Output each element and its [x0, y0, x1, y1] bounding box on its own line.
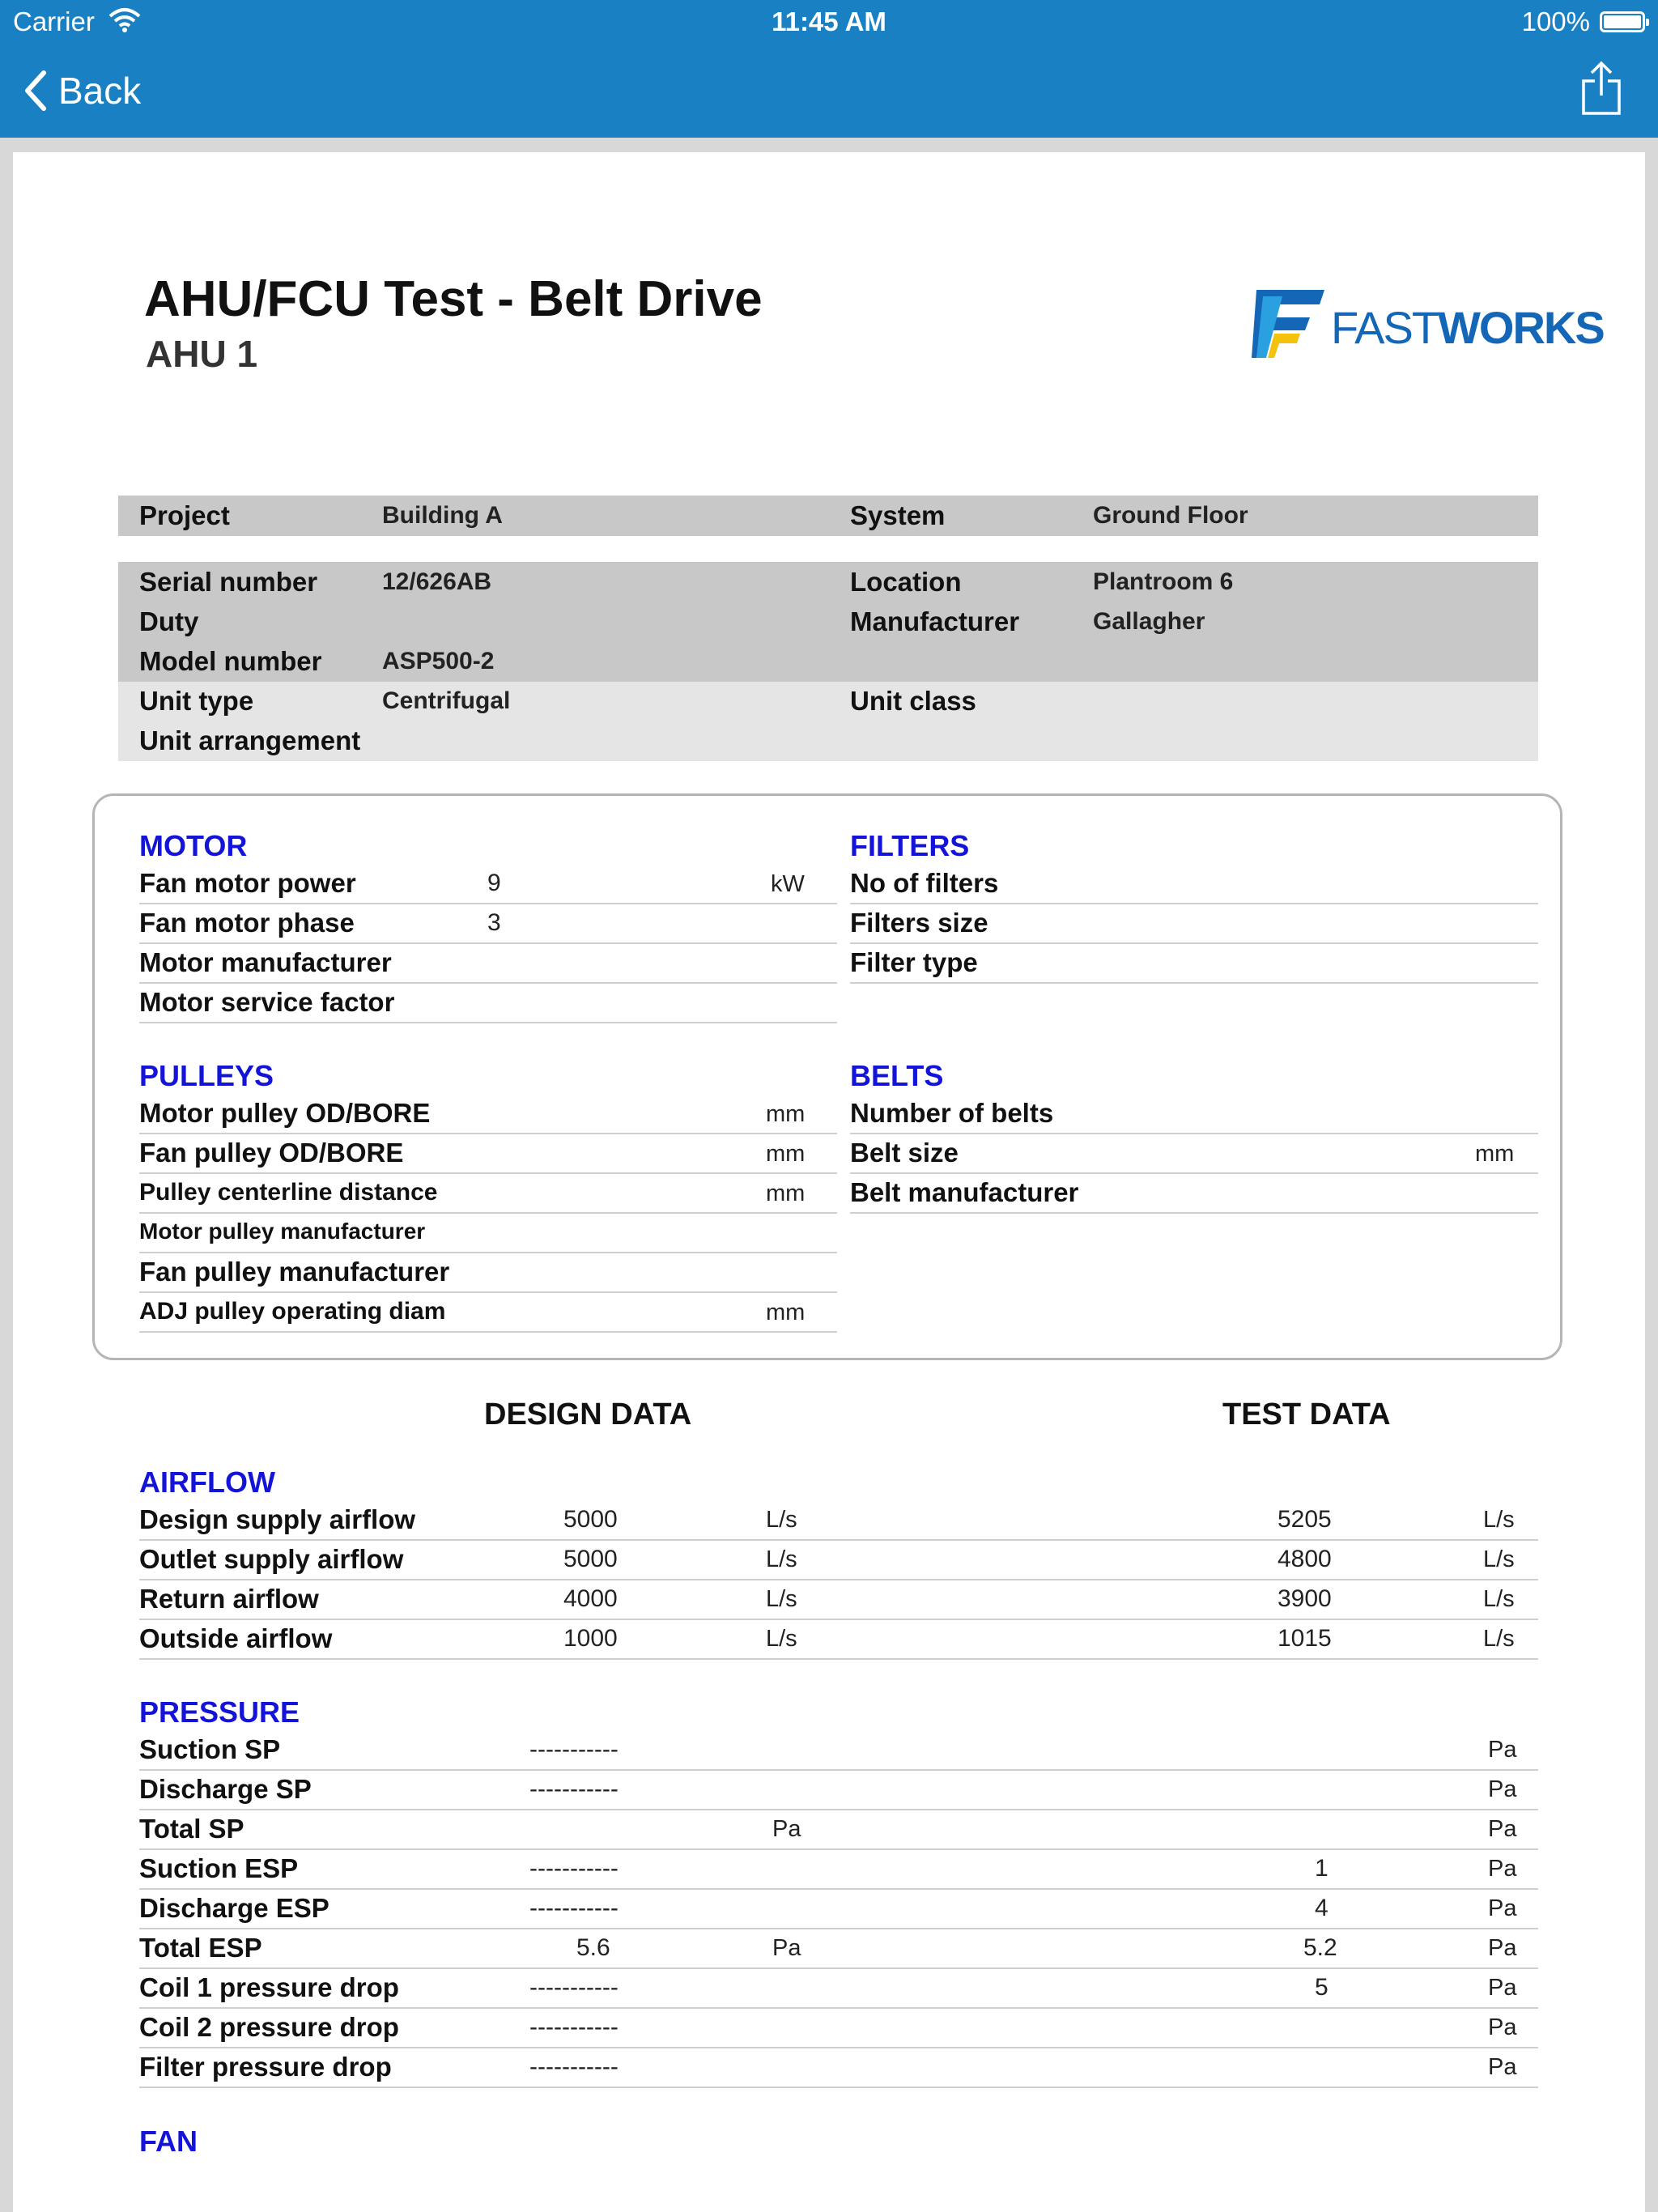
test-value: 3900 — [1278, 1585, 1332, 1612]
test-value: 1 — [1315, 1855, 1329, 1882]
belts-row-unit: mm — [1475, 1141, 1515, 1167]
design-value: 5000 — [563, 1506, 618, 1533]
divider — [139, 1212, 837, 1214]
design-value: 4000 — [563, 1585, 618, 1612]
design-unit: Pa — [772, 1935, 801, 1961]
design-value: ----------- — [529, 1736, 619, 1763]
test-data-header: TEST DATA — [1222, 1397, 1391, 1431]
pulleys-row-unit: mm — [766, 1101, 806, 1127]
test-unit: Pa — [1488, 2014, 1517, 2040]
divider — [139, 1809, 1538, 1810]
divider — [850, 903, 1538, 904]
design-value: ----------- — [529, 1855, 619, 1882]
airflow-row-label: Return airflow — [139, 1584, 319, 1614]
battery-percent: 100% — [1521, 6, 1590, 36]
manufacturer-value: Gallagher — [1093, 608, 1205, 635]
serial-value: 12/626AB — [382, 568, 492, 595]
pressure-header: PRESSURE — [139, 1695, 300, 1729]
divider — [139, 1928, 1538, 1929]
divider — [139, 1888, 1538, 1890]
serial-label: Serial number — [139, 567, 318, 597]
pulleys-row-unit: mm — [766, 1300, 806, 1325]
motor-row-label: Fan motor power — [139, 868, 356, 898]
divider — [139, 903, 837, 904]
divider — [139, 1539, 1538, 1541]
design-value: 1000 — [563, 1625, 618, 1652]
divider — [139, 2087, 1538, 2088]
pressure-row-label: Coil 1 pressure drop — [139, 1972, 399, 2002]
pressure-row-label: Total SP — [139, 1814, 244, 1844]
design-value: ----------- — [529, 2014, 619, 2040]
system-value: Ground Floor — [1093, 502, 1248, 529]
unit-type-label: Unit type — [139, 686, 254, 716]
fastworks-logo — [1250, 283, 1604, 368]
divider — [850, 982, 1538, 984]
divider — [139, 1658, 1538, 1660]
pressure-row-label: Suction SP — [139, 1734, 281, 1764]
belts-header: BELTS — [850, 1059, 944, 1092]
divider — [850, 1212, 1538, 1214]
model-label: Model number — [139, 646, 322, 676]
unit-arrangement-label: Unit arrangement — [139, 725, 361, 755]
share-icon[interactable] — [1580, 60, 1622, 117]
airflow-row-label: Outlet supply airflow — [139, 1544, 404, 1574]
design-value: ----------- — [529, 2053, 619, 2080]
divider — [139, 1331, 837, 1333]
divider — [139, 1619, 1538, 1620]
design-unit: L/s — [766, 1507, 797, 1533]
belts-row-label: Belt size — [850, 1138, 959, 1168]
airflow-header: AIRFLOW — [139, 1465, 275, 1499]
carrier-label: Carrier — [13, 6, 95, 36]
info-band-project — [118, 496, 1538, 536]
pulleys-row-label: Fan pulley OD/BORE — [139, 1138, 404, 1168]
design-value: 5000 — [563, 1546, 618, 1572]
belts-row-label: Belt manufacturer — [850, 1177, 1079, 1207]
divider — [139, 2047, 1538, 2048]
design-unit: L/s — [766, 1626, 797, 1652]
design-data-header: DESIGN DATA — [484, 1397, 692, 1431]
test-value: 4 — [1315, 1895, 1329, 1921]
pressure-row-label: Total ESP — [139, 1933, 262, 1963]
page-subtitle: AHU 1 — [146, 333, 258, 375]
test-value: 5.2 — [1303, 1934, 1337, 1961]
divider — [139, 1967, 1538, 1969]
divider — [850, 942, 1538, 944]
divider — [139, 1579, 1538, 1580]
fan-header: FAN — [139, 2125, 198, 2158]
location-value: Plantroom 6 — [1093, 568, 1234, 595]
navigation-header — [0, 0, 1658, 138]
fastworks-mark-icon — [1250, 285, 1328, 363]
design-value: ----------- — [529, 1895, 619, 1921]
project-label: Project — [139, 500, 230, 530]
pulleys-row-unit: mm — [766, 1141, 806, 1167]
motor-row-label: Motor manufacturer — [139, 947, 392, 977]
design-unit: L/s — [766, 1546, 797, 1572]
design-value: 5.6 — [576, 1934, 610, 1961]
divider — [139, 982, 837, 984]
motor-row-label: Motor service factor — [139, 987, 395, 1017]
test-unit: Pa — [1488, 1975, 1517, 2001]
motor-row-value: 3 — [487, 909, 501, 936]
test-unit: L/s — [1483, 1546, 1515, 1572]
back-button[interactable] — [23, 66, 141, 115]
test-unit: Pa — [1488, 1776, 1517, 1802]
test-value: 1015 — [1278, 1625, 1332, 1652]
motor-header: MOTOR — [139, 829, 248, 862]
system-label: System — [850, 500, 946, 530]
divider — [139, 1291, 837, 1293]
chevron-left-icon — [23, 70, 47, 112]
filters-row-label: No of filters — [850, 868, 999, 898]
test-value: 5205 — [1278, 1506, 1332, 1533]
test-unit: Pa — [1488, 1856, 1517, 1882]
divider — [139, 1133, 837, 1134]
unit-type-value: Centrifugal — [382, 687, 511, 714]
pressure-row-label: Suction ESP — [139, 1853, 299, 1883]
pulleys-row-unit: mm — [766, 1180, 806, 1206]
pulleys-row-label: ADJ pulley operating diam — [139, 1298, 446, 1325]
motor-row-value: 9 — [487, 870, 501, 896]
pressure-row-label: Discharge ESP — [139, 1893, 329, 1923]
belts-row-label: Number of belts — [850, 1098, 1054, 1128]
divider — [139, 1172, 837, 1174]
divider — [139, 2007, 1538, 2009]
design-unit: Pa — [772, 1816, 801, 1842]
pressure-row-label: Filter pressure drop — [139, 2052, 392, 2082]
motor-row-label: Fan motor phase — [139, 908, 355, 938]
divider — [139, 942, 837, 944]
divider — [139, 1848, 1538, 1850]
divider — [139, 1252, 837, 1253]
pulleys-row-label: Fan pulley manufacturer — [139, 1257, 450, 1287]
pulleys-row-label: Motor pulley manufacturer — [139, 1219, 426, 1244]
pulleys-header: PULLEYS — [139, 1059, 274, 1092]
motor-row-unit: kW — [771, 871, 805, 897]
test-unit: Pa — [1488, 1737, 1517, 1763]
filters-row-label: Filters size — [850, 908, 988, 938]
divider — [139, 1022, 837, 1023]
design-value: ----------- — [529, 1776, 619, 1802]
model-value: ASP500-2 — [382, 648, 495, 674]
test-unit: Pa — [1488, 1935, 1517, 1961]
unit-class-label: Unit class — [850, 686, 976, 716]
location-label: Location — [850, 567, 962, 597]
design-value: ----------- — [529, 1974, 619, 2001]
pressure-row-label: Discharge SP — [139, 1774, 312, 1804]
test-unit: L/s — [1483, 1507, 1515, 1533]
logo-wordmark: FASTWORKS — [1331, 302, 1604, 353]
filters-header: FILTERS — [850, 829, 970, 862]
pressure-row-label: Coil 2 pressure drop — [139, 2012, 399, 2042]
test-unit: Pa — [1488, 2054, 1517, 2080]
test-value: 5 — [1315, 1974, 1329, 2001]
divider — [139, 1769, 1538, 1771]
page-title: AHU/FCU Test - Belt Drive — [144, 271, 763, 327]
test-value: 4800 — [1278, 1546, 1332, 1572]
airflow-row-label: Design supply airflow — [139, 1504, 416, 1534]
test-unit: L/s — [1483, 1626, 1515, 1652]
test-unit: Pa — [1488, 1895, 1517, 1921]
report-page — [13, 152, 1645, 2212]
design-unit: L/s — [766, 1586, 797, 1612]
project-value: Building A — [382, 502, 503, 529]
pulleys-row-label: Pulley centerline distance — [139, 1179, 438, 1206]
back-label: Back — [58, 70, 142, 112]
divider — [850, 1172, 1538, 1174]
pulleys-row-label: Motor pulley OD/BORE — [139, 1098, 431, 1128]
manufacturer-label: Manufacturer — [850, 606, 1020, 636]
clock: 11:45 AM — [772, 6, 886, 36]
divider — [850, 1133, 1538, 1134]
info-band-unit — [118, 562, 1538, 682]
duty-label: Duty — [139, 606, 199, 636]
filters-row-label: Filter type — [850, 947, 978, 977]
test-unit: Pa — [1488, 1816, 1517, 1842]
airflow-row-label: Outside airflow — [139, 1623, 333, 1653]
status-bar — [0, 0, 1658, 45]
test-unit: L/s — [1483, 1586, 1515, 1612]
battery-icon — [1600, 11, 1645, 32]
